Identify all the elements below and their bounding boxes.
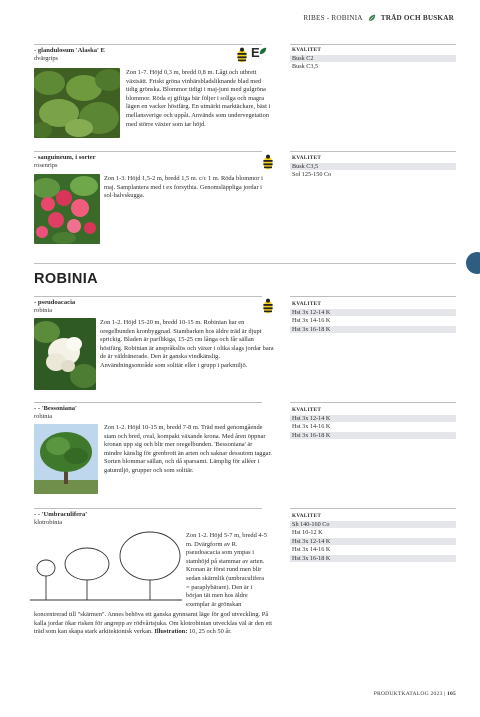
quality-row: Hst 3x 12-14 K: [290, 309, 456, 317]
quality-title: KVALITET: [292, 155, 322, 161]
bee-icon: [262, 298, 274, 314]
quality-title: KVALITET: [292, 513, 322, 519]
entry-name: - pseudoacacia: [34, 299, 76, 306]
leaf-icon: [368, 14, 376, 22]
plant-photo: [34, 318, 96, 390]
quality-row: Hst 3x 14-16 K: [290, 317, 456, 325]
entry-common-name: robinia: [34, 307, 53, 314]
section-title: ROBINIA: [34, 271, 99, 287]
quality-table: [290, 521, 456, 563]
entry-description: Zon 1-2. Höjd 10-15 m, bredd 7-8 m. Träd med genomgående stam och bred, oval, kompakt växande krona. Med åren öppnar kronan upp sig och blir mer oregelbunden. 'Bessoniana' är mindre känslig för grenbrott än arten och saknar dessutom taggar. Sorten blommar sällan, och då sparsamt. Lämplig för alléer i gatumiljö, grupper och som solitär.: [104, 424, 272, 474]
entry-rule: [34, 296, 262, 297]
bee-icon: [236, 47, 248, 63]
entry-description: Zon 1-2. Höjd 15-20 m, bredd 10-15 m. Robinian har en oregelbunden kronbyggnad. Stambarken hos äldre träd är djupt sprickig. Bladen är parflikiga, 15-25 cm långa och får sällan höstfärg. Robinian är anspråkslös och växer i olika slags jordar bara de är väldränerade. Den är ganska vindkänslig. Användningsområde som solitär eller i grupp i parkmiljö.: [100, 319, 274, 369]
entry-rule: [34, 508, 262, 509]
quality-row: Hst 3x 16-18 K: [290, 432, 456, 440]
quality-row: Sh 140-160 Co: [290, 521, 456, 529]
description-line: Kronan är först rund men blir: [186, 566, 262, 574]
description-line: m. Dvärgform av R.: [186, 540, 238, 548]
quality-rule: [290, 402, 456, 403]
entry-rule: [34, 44, 262, 45]
entry-description: Zon 1-3. Höjd 1,5-2 m, bredd 1,5 m. c/c 1 m. Röda blommor i maj. Samplantera med t ex forsythia. Genomsläppliga jordar i sol-halvskugga.: [104, 175, 263, 200]
entry-common-name: klotrobinia: [34, 519, 63, 526]
description-line: Zon 1-2. Höjd 5-7 m, bredd 4-5: [186, 532, 267, 539]
description-line: sedan skärmlik (umbraculifera: [186, 574, 265, 582]
quality-row: Hst 3x 12-14 K: [290, 538, 456, 546]
description-line: = paraplybärare). Den är i: [186, 583, 253, 591]
entry-description-continued: [34, 611, 278, 637]
quality-rule: [290, 44, 456, 45]
description-line: pseudoacacia som ympas i: [186, 549, 254, 557]
leaf-icon: [259, 47, 267, 55]
entry-rule: [34, 151, 262, 152]
header-genus: RIBES - ROBINIA: [303, 14, 363, 22]
entry-name: - sanguineum, i sorter: [34, 154, 96, 161]
quality-rule: [290, 508, 456, 509]
entry-name: - - 'Bessoniana': [34, 405, 77, 412]
plant-photo: [34, 174, 100, 244]
quality-row: Hst 3x 16-18 K: [290, 555, 456, 563]
quality-title: KVALITET: [292, 47, 322, 53]
entry-rule: [34, 402, 262, 403]
quality-row: Hst 3x 14-16 K: [290, 546, 456, 554]
footer-catalog: PRODUKTKATALOG 2023: [373, 691, 443, 697]
description-line: exemplar är grönskan: [186, 600, 242, 608]
plant-photo: [34, 68, 120, 138]
description-line: stamhöjd på stammar av arten.: [186, 557, 265, 565]
quality-row: Busk C3,5: [290, 163, 456, 171]
page-number: 105: [447, 691, 456, 697]
bee-icon: [262, 154, 274, 170]
header-section: TRÄD OCH BUSKAR: [380, 14, 454, 22]
quality-rule: [290, 151, 456, 152]
quality-row: Hst 3x 16-18 K: [290, 326, 456, 334]
e-certification-badge: E: [251, 45, 260, 60]
entry-description: Zon 1-7. Höjd 0,3 m, bredd 0,8 m. Lågt och utbrett växtsätt. Friskt gröna vinbärsbladsliknande blad med tidig grönska. Blommor tidigt i maj-juni med gulgröna blommor. Röda ej giftiga bär följer i sollga och magra lägen en vacker höstfärg. En utmärkt marktäckare, bäst i mellansverige och uppåt. Används som undervegetation med större växter som tar höjd.: [126, 69, 271, 128]
section-rule: [34, 263, 456, 264]
quality-row: Hst 10-12 K: [290, 529, 456, 537]
section-tab[interactable]: [466, 252, 480, 274]
footer-separator: |: [444, 691, 447, 697]
illustration-text: 10, 25 och 50 år.: [188, 628, 232, 636]
quality-title: KVALITET: [292, 407, 322, 413]
quality-row: Hst 3x 14-16 K: [290, 423, 456, 431]
tree-growth-illustration: [30, 530, 182, 602]
quality-row: Busk C3,5: [290, 63, 456, 71]
quality-table: [290, 415, 456, 440]
quality-title: KVALITET: [292, 301, 322, 307]
quality-row: Hst 3x 12-14 K: [290, 415, 456, 423]
quality-table: [290, 309, 456, 334]
entry-common-name: dvärgrips: [34, 55, 59, 62]
entry-common-name: robinia: [34, 413, 53, 420]
entry-description-column: [186, 532, 278, 609]
quality-rule: [290, 296, 456, 297]
quality-row: Sol 125-150 Co: [290, 171, 456, 179]
quality-table: [290, 163, 456, 180]
entry-name: - - 'Umbraculifera': [34, 511, 88, 518]
description-line: början tät men hos äldre: [186, 592, 248, 600]
illustration-label: Illustration:: [154, 628, 188, 636]
entry-common-name: rosenrips: [34, 162, 58, 169]
description-text: koncentrerad till "skärmen". Annes behöva ett ganska gynnsamt läge för god utveckling. På kalla jordar ökar risken för angrepp av rödvårtsjuka. Om klotrobinian utvecklas väl är den ett träd som kan skapa stark arkitektonisk verkan.: [34, 611, 272, 636]
entry-name: - glandulosum 'Alaska' E: [34, 47, 105, 54]
page-footer: [374, 691, 456, 697]
quality-row: Busk C2: [290, 55, 456, 63]
page-header: [303, 14, 454, 22]
plant-photo: [34, 424, 98, 494]
quality-table: [290, 55, 456, 72]
